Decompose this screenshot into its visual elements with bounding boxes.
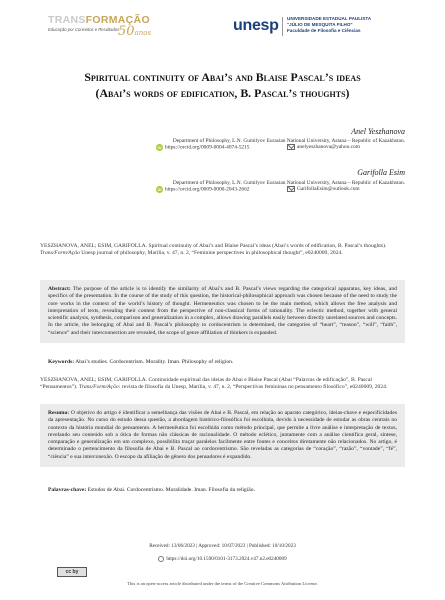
resumo-box (40, 404, 405, 467)
logo-separator (282, 17, 283, 36)
anniversary-word: anos (134, 29, 152, 37)
doi-url: https://doi.org/10.1590/0101-3173.2024.v47.n2.e0240009 (166, 556, 287, 563)
email-address: GarifollaEsim@outlook.com (297, 186, 360, 193)
email-link[interactable] (287, 186, 360, 192)
author-affiliation: Department of Philosophy, L.N. Gumilyov Eurasian National University, Astana – Republic of Kazakhstan. (172, 180, 405, 186)
abstract-text: The purpose of the article is to identify the similarity of Abai’s and B. Pascal’s views regarding the categorical apparatus, key ideas, and specifics of the presentation. In the course of the study of this question, the historical-philosophical approach was chosen because of the need to study the core works in the context of the world’s history of thought. Hermeneutics was chosen to be the main method, which allows the free analysis and interpretation of texts, revealing their content from the perspective of non-classical forms of rationality. The eclectic method, together with general scientific analysis, synthesis, comparison and generalization in a complex, allows drawing parallels easily between directly unrelated sources and concepts. In the article, the belonging of Abai and B. Pascal’s philosophy to cordocentrism is determined, the categories of “heart”, “reason”, “will”, “faith”, “science” and their interconnection are revealed, the scope of genre affiliation of thinkers is expanded. (48, 286, 397, 336)
abstract-label: Abstract: (48, 286, 71, 292)
citation-en-journal: Trans/Form/Ação (40, 250, 80, 257)
mail-icon (287, 144, 295, 150)
author-affiliation: Department of Philosophy, L.N. Gumilyov Eurasian National University, Astana – Republic of Kazakhstan. (172, 138, 405, 144)
resumo-label: Resumo: (48, 410, 70, 416)
unesp-wordmark: unesp (233, 17, 279, 34)
brand-subtitle: Educação por Conceitos e Resultados (48, 27, 120, 32)
article-title (40, 70, 405, 101)
transformacao-logo (48, 14, 168, 46)
palavras-text: Estudos de Abai. Cordocentrismo. Moralidade. Iman. Filosofia da religião. (87, 487, 255, 493)
citation-en-part2: Unesp journal of philosophy, Marília, v. 47, n. 2, “Feminine perspectives in philosophical thought”, e0240009, 2024. (81, 250, 343, 257)
doi-link[interactable] (40, 556, 405, 562)
orcid-url: https://orcid.org/0009-0000-2043-2662 (165, 186, 250, 193)
keywords (48, 359, 405, 365)
citation-pt-journal: Trans/Form/Ação: (78, 384, 121, 391)
author-ids (40, 144, 405, 154)
title-line1: Spiritual continuity of Abai’s and Blaise Pascal’s ideas (84, 70, 361, 84)
orcid-icon: iD (157, 145, 162, 150)
university-line1: UNIVERSIDADE ESTADUAL PAULISTA (287, 16, 372, 21)
university-line3: Faculdade de Filosofia e Ciências (287, 28, 361, 33)
palavras-label: Palavras-chave: (48, 487, 87, 493)
brand-part3: AÇÃO (117, 14, 150, 26)
brand-part1: TRANS (48, 14, 86, 26)
anniversary-mark (118, 24, 151, 39)
citation-portuguese (40, 377, 405, 392)
citation-en-part1: YESZHANOVA, ANEL; ESIM, GARIFOLLA. Spiritual continuity of Abai’s and Blaise Pascal’s ideas (Abai’s words of edification, B. Pascal’s thoughts). (40, 243, 387, 249)
author-ids (40, 186, 405, 196)
orcid-link[interactable] (156, 144, 250, 151)
citation-pt-part1: YESZHANOVA, ANEL; ESIM, GARIFOLLA. Continuidade espiritual das ideias de Abai e Blaise Pascal (Abai “Palavras de edificação”, B. Pascal “Pensamentos”). (40, 377, 372, 391)
resumo-text: O objetivo do artigo é identificar a semelhança das visões de Abai e B. Pascal, em relação ao aparato categórico, ideias-chave e especificidades da apresentação. No curso do estudo dessa questão, a abordagem histórico-filosófica foi escolhida, devido à necessidade de estudar as obras centrais no contexto da história mundial do pensamento. A hermenêutica foi escolhida como método principal, que permite a livre análise e interpretação de textos, revelando seu conteúdo sob a ótica de formas não clássicas de racionalidade. O método eclético, juntamente com a análise científica geral, síntese, comparação e generalização em um complexo, possibilita traçar paralelos facilmente entre fontes e conceitos diretamente não relacionados. No artigo, é determinado o pertencimento da filosofia de Abai e B. Pascal ao cordocentrismo. São reveladas as categorias de “coração”, “razão”, “vontade”, “fé”, “ciência” e sua interconexão. O escopo da afiliação de gênero dos pensadores é expandido. (48, 410, 397, 460)
license-text: This is an open-access article distributed under the terms of the Creative Commons Attribution License. (127, 581, 318, 586)
orcid-icon: iD (157, 187, 162, 192)
university-name (287, 16, 371, 34)
email-link[interactable] (287, 144, 360, 150)
email-address: anelyeszhanova@yahoo.com (297, 144, 360, 151)
mail-icon (287, 186, 295, 192)
link-icon (158, 556, 164, 562)
orcid-url: https://orcid.org/0009-0004-4074-5215 (165, 144, 250, 151)
citation-english (40, 243, 405, 258)
brand-part2: FORM (85, 14, 118, 26)
unesp-logo (233, 14, 403, 44)
citation-pt-part2: revista de filosofia da Unesp, Marília, v. 47, n. 2, “Perspectivas femininas no pensamento filosófico”, e0240009, 2024. (121, 384, 388, 391)
title-line2: (Abai’s words of edification, B. Pascal’s thoughts) (95, 85, 350, 100)
university-line2: "JÚLIO DE MESQUITA FILHO" (287, 22, 353, 27)
author-name: Garifolla Esim (357, 168, 405, 177)
page-header (0, 0, 445, 48)
cc-license-badge[interactable]: cc by (57, 567, 87, 577)
author-name: Anel Yeszhanova (351, 127, 405, 136)
keywords-text: Abai’s studies. Cordocentrism. Morality. Iman. Philosophy of religion. (75, 359, 234, 365)
palavras-chave (48, 487, 405, 493)
keywords-label: Keywords: (48, 359, 75, 365)
publication-dates: Received: 13/06/2023 | Approved: 10/07/2023 | Published: 10/10/2023 (149, 543, 296, 549)
abstract-box (40, 280, 405, 343)
anniversary-number: 50 (118, 24, 135, 39)
orcid-link[interactable] (156, 186, 250, 193)
